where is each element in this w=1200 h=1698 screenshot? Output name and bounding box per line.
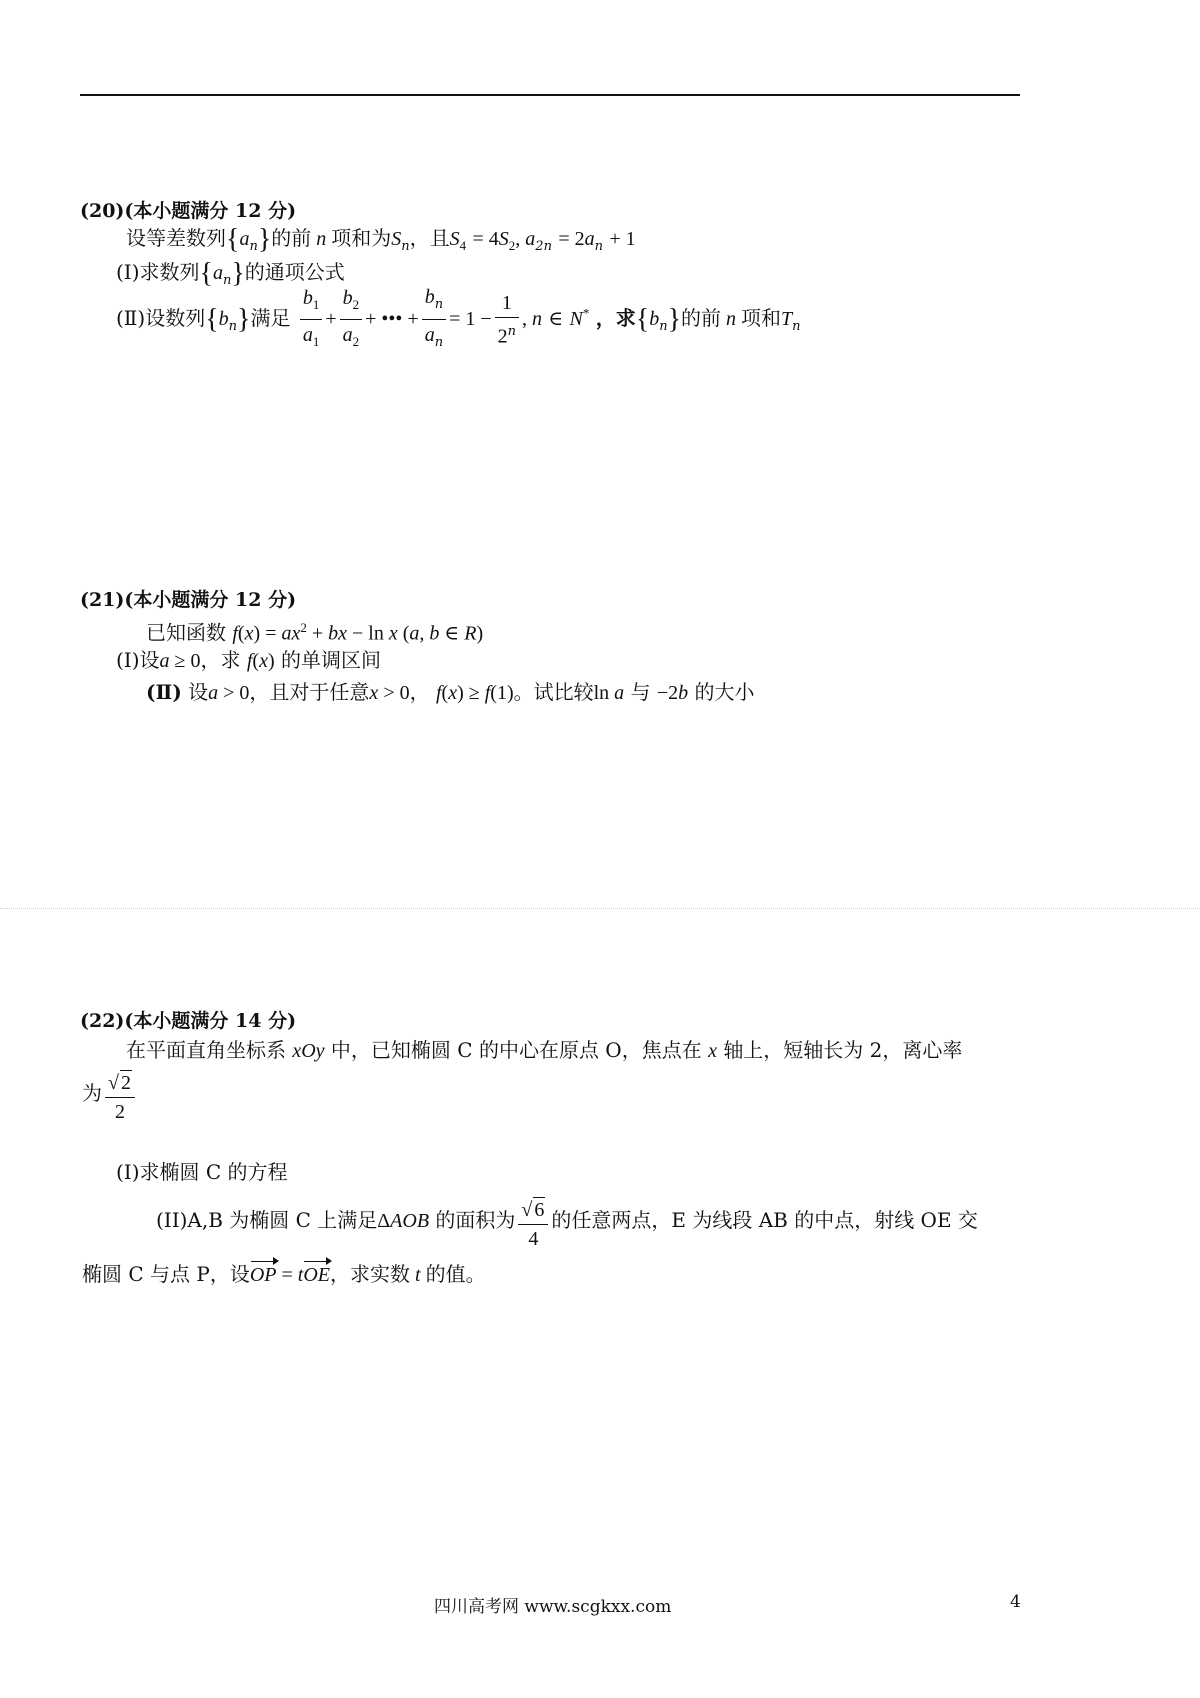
fraction-b1-a1: $\frac{b_1}{a_1}$ xyxy=(300,283,323,356)
problem-20-part-2: (Ⅱ)设数列$\{b_n\}$满足 $\frac{b_1}{a_1}$ + $\frac{b_2}{a_2}$ + ••• + $\frac{b_n}{a_n}$ = 1 − $\frac{1}{2^n}$ , n ∈ N* ，求$\{b_n\}$的前 n 项和$T_n$ xyxy=(116,282,801,357)
problem-22-statement: 在平面直角坐标系 xOy 中，已知椭圆 C 的中心在原点 O，焦点在 x 轴上，短轴长为 2，离心率 xyxy=(126,1038,963,1062)
problem-21-part-2: (Ⅱ) 设a > 0，且对于任意x > 0， f(x) ≥ f(1)。试比较ln a 与 −2b 的大小 xyxy=(146,680,755,704)
fraction-1-over-2n: $\frac{1}{2^n}$ xyxy=(495,289,519,351)
problem-22-part-2: (II)A,B 为椭圆 C 上满足ΔAOB 的面积为 $\frac{√ 6}{4}$ 的任意两点，E 为线段 AB 的中点，射线 OE 交 xyxy=(156,1195,978,1253)
fraction-sqrt6-over-4: $\frac{√ 6}{4}$ xyxy=(518,1195,548,1253)
footer-site: 四川高考网 www.scgkxx.com xyxy=(434,1597,672,1617)
problem-21-statement: 已知函数 $f(x) = ax^2$ + bx − ln x (a, b ∈ R) xyxy=(146,620,484,645)
fraction-sqrt2-over-2: $\frac{√ 2}{2}$ xyxy=(105,1068,135,1126)
vector-OE: OE xyxy=(303,1261,330,1289)
problem-20-statement: 设等差数列$\{a_n\}$的前 n 项和为$S_n$，且$S_4 = 4S_2$, $a_{2n} = 2a_n + 1$ xyxy=(126,224,636,255)
header-rule xyxy=(80,94,1020,96)
problem-22-part-2-cont: 椭圆 C 与点 P，设OP = tOE，求实数 t 的值。 xyxy=(82,1260,486,1289)
problem-22-header: (22)(本小题满分 14 分) xyxy=(80,1010,297,1032)
problem-22-eccentricity: 为 $\frac{√ 2}{2}$ xyxy=(82,1068,138,1126)
problem-20-header: (20)(本小题满分 12 分) xyxy=(80,200,297,222)
fraction-bn-an: $\frac{b_n}{a_n}$ xyxy=(422,282,446,357)
problem-20-part-1: (Ⅰ)求数列$\{a_n\}$的通项公式 xyxy=(116,258,345,289)
page-number: 4 xyxy=(1010,1592,1021,1612)
problem-21-part-1: (Ⅰ)设a ≥ 0，求 f(x) 的单调区间 xyxy=(116,648,382,672)
vector-OP: OP xyxy=(250,1261,277,1289)
fraction-b2-a2: $\frac{b_2}{a_2}$ xyxy=(340,283,363,356)
problem-21-header: (21)(本小题满分 12 分) xyxy=(80,589,297,611)
problem-22-part-1: (I)求椭圆 C 的方程 xyxy=(116,1160,288,1184)
page-divider xyxy=(0,908,1200,909)
